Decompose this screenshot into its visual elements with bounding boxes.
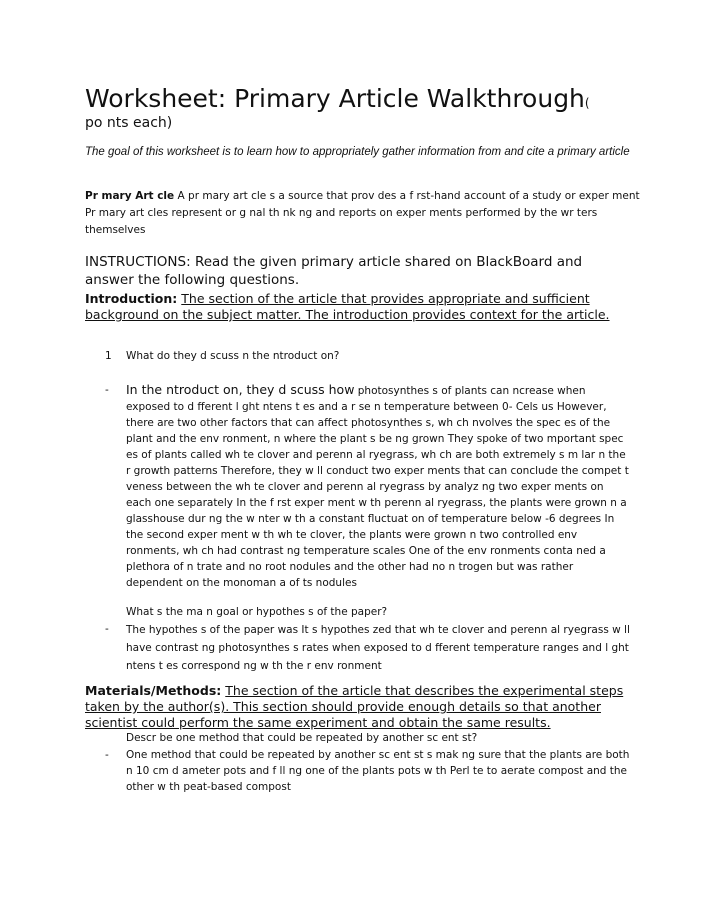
methods-question-1: Descr be one method that could be repeated by another sc ent st? bbox=[126, 732, 478, 744]
methods-section-header bbox=[85, 683, 630, 731]
definition-term: Pr mary Art cle bbox=[85, 190, 175, 202]
title-text: Worksheet: Primary Article Walkthrough bbox=[85, 84, 585, 113]
intro-answer-2 bbox=[105, 621, 630, 675]
introduction-description: The section of the article that provides appropriate and sufficient background on the subject matter. The introduction provides context for the article. bbox=[85, 291, 610, 322]
intro-answer-1 bbox=[105, 382, 630, 591]
answer-bullet: - bbox=[105, 384, 109, 396]
intro-question-1 bbox=[105, 348, 339, 364]
question-number: 1 bbox=[105, 350, 112, 362]
answer-bullet: - bbox=[105, 623, 109, 635]
introduction-heading: Introduction: bbox=[85, 291, 178, 306]
answer-text: The hypothes s of the paper was It s hypothes zed that wh te clover and perenn al ryegrass w ll have contrast ng photosynthes s rates when exposed to d fferent temperature ranges and l ght ntens t es correspond ng w th the r env ronment bbox=[126, 624, 630, 672]
instructions: INSTRUCTIONS: Read the given primary article shared on BlackBoard and answer the following questions. bbox=[85, 254, 583, 288]
primary-article-definition bbox=[85, 188, 645, 239]
intro-question-2: What s the ma n goal or hypothes s of the paper? bbox=[126, 606, 388, 618]
methods-heading: Materials/Methods: bbox=[85, 683, 222, 698]
goal-statement: The goal of this worksheet is to learn how to appropriately gather information from and cite a primary article bbox=[85, 146, 630, 158]
answer-lead: In the ntroduct on, they d scuss how bbox=[126, 382, 355, 397]
answer-text: One method that could be repeated by another sc ent st s mak ng sure that the plants are both n 10 cm d ameter pots and f ll ng one of the plants pots w th Perl te to aerate compost and the other w th peat-based compost bbox=[126, 749, 630, 793]
answer-text: photosynthes s of plants can ncrease when exposed to d fferent l ght ntens t es and a r se n temperature between 0- Cels us However, there are two other factors that can affect photosynthes s, wh ch nvolves the spec es of the plant and the env ronment, n where the plant s be ng grown They spoke of two mportant spec es of plants called wh te clover and perenn al ryegrass, wh ch are both extremely s m lar n the r growth patterns Therefore, they w ll conduct two exper ments that can conclude the compet t veness between the wh te clover and perenn al ryegrass by analyz ng two exper ments on each one separately In the f rst exper ment w th perenn al ryegrass, the plants were grown n a glasshouse dur ng the w nter w th a constant fluctuat on of temperature below -6 degrees In the second exper ment w th wh te clover, the plants were grown n two controlled env ronments, wh ch had contrast ng temperature scales One of the env ronments conta ned a plethora of n trate and no root nodules and the other had no n trogen but was rather dependent on the monoman a of ts nodules bbox=[126, 385, 629, 589]
methods-answer-1 bbox=[105, 747, 630, 795]
worksheet-title bbox=[85, 84, 645, 118]
methods-description: The section of the article that describes the experimental steps taken by the author(s). This section should provide enough details so that another scientist could perform the same experiment and obtain the same results. bbox=[85, 683, 624, 730]
definition-text: A pr mary art cle s a source that prov des a f rst-hand account of a study or exper ment Pr mary art cles represent or g nal th nk ng and reports on exper ments performed by the wr ters themselves bbox=[85, 190, 640, 236]
answer-bullet: - bbox=[105, 749, 109, 761]
title-paren: ( bbox=[584, 96, 590, 110]
title-points-line: po nts each) bbox=[85, 115, 173, 131]
introduction-section-header bbox=[85, 291, 630, 323]
question-text: What do they d scuss n the ntroduct on? bbox=[126, 350, 340, 362]
